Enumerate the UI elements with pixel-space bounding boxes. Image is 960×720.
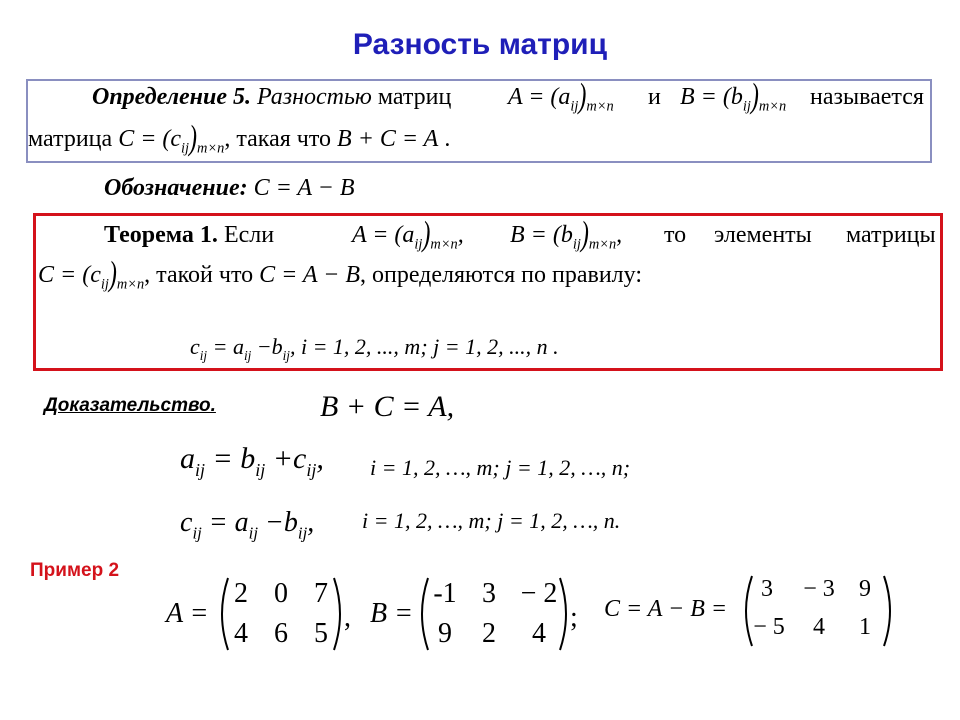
matrix-c-cell: − 3 [803,576,835,602]
line2-b: −b [258,507,298,538]
line2-a-sub: ij [248,523,258,543]
matrix-b-cell: -1 [433,578,457,609]
theorem-if: Если [223,222,275,248]
theorem-c-expr [38,255,145,294]
formula-indices: , i = 1, 2, ..., m; j = 1, 2, ..., n . [289,334,559,359]
theorem-b-sub: ij [572,236,581,253]
a-sub: ij [570,98,579,115]
c-expr-text: C = (c [118,126,182,152]
matrix-a-cell: 7 [314,578,328,609]
b-expr-text: B = (b [680,84,743,110]
matrix-c-label: C = A − B = [604,596,728,622]
matrix-c-cell: 3 [761,576,773,602]
theorem-a-sub: ij [414,236,423,253]
theorem-elements: элементы [714,222,812,248]
formula-a-sub: ij [243,347,252,363]
notation-label: Обозначение: [104,175,248,201]
formula-c: c [190,334,200,359]
theorem-line-2 [38,255,642,294]
c-size: m×n [197,140,225,157]
proof-line-2-indices: i = 1, 2, …, m; j = 1, 2, …, n. [362,508,621,533]
slide-title: Разность матриц [352,28,608,61]
definition-called: называется [810,84,924,110]
line1-c-sub: ij [306,460,317,481]
matrix-a-label: A = [166,598,209,629]
matrix-b-cell: 2 [482,618,496,649]
example-label: Пример 2 [30,560,120,581]
matrix-a-cell: 4 [234,618,248,649]
theorem-c-cond: C = A − B [259,262,360,288]
theorem-label-line [104,222,274,249]
theorem-a-paren: ) [422,215,431,254]
theorem-a-expr: $A = (a_{ij})_{m\times n}$, [352,215,464,254]
theorem-a-text: A = (a [352,222,415,248]
theorem-label: Теорема 1. [104,222,218,248]
matrix-b-label: B = [370,598,413,629]
line2-c-sub: ij [192,523,202,543]
formula-b: −b [251,334,283,359]
line1-b-sub: ij [255,460,266,481]
line2-a: = a [201,507,249,538]
notation-line [104,175,354,202]
matrix-b-cell: 4 [532,618,546,649]
theorem-such: , такой что [144,262,254,288]
matrix-b-sep: ; [570,602,578,633]
line2-end: , [307,507,315,538]
line1-a-sub: ij [195,460,206,481]
c-expr [118,119,225,158]
theorem-b-text: B = (b [510,222,573,248]
notation-expr: C = A − B [253,175,355,201]
proof-line-1 [180,442,324,481]
matrix-c-cell: 4 [813,614,825,640]
proof-line-1-indices: i = 1, 2, …, m; j = 1, 2, …, n; [370,455,631,480]
theorem-b-size: m×n [588,236,617,253]
theorem-c-size: m×n [116,276,145,293]
definition-b-expr [680,77,787,116]
theorem-matrices: матрицы [846,222,936,248]
matrix-a [214,574,348,654]
definition-term: Разностью [257,84,372,110]
b-close-paren: ) [750,77,759,116]
theorem-rule: , определяются по правилу: [360,262,642,288]
proof-line-2 [180,507,314,544]
theorem-b-paren: ) [580,215,589,254]
matrix-c-cell: − 5 [753,614,785,640]
line1-a: a [180,442,195,475]
definition-line-2: матрица $C = (c_{ij})_{m\times n}$, такая что B + C = A . [28,119,451,158]
theorem-b-expr: $B = (b_{ij})_{m\times n}$, [510,215,623,254]
a-size: m×n [586,98,614,115]
line1-b: = b [205,442,256,475]
matrix-a-cell: 6 [274,618,288,649]
matrix-b-cell: 3 [482,578,496,609]
proof-label: Доказательство. [44,395,216,416]
matrix-a-sep: , [344,602,351,633]
definition-text: матриц [377,84,452,110]
matrix-a-cell: 2 [234,578,248,609]
a-expr-text: A = (a [508,84,571,110]
definition-label: Определение 5. [92,84,251,110]
theorem-a-size: m×n [430,236,458,253]
formula-a: = a [207,334,244,359]
matrix-b-cell: 9 [438,618,452,649]
matrix-a-cell: 5 [314,618,328,649]
definition-and: и [648,84,661,110]
matrix-c-cell: 1 [859,614,871,640]
theorem-formula [190,334,559,364]
matrix-c [740,572,896,650]
formula-c-sub: ij [199,347,208,363]
b-size: m×n [758,98,787,115]
definition-condition: B + C = A [337,126,439,152]
theorem-then: то [664,222,687,248]
definition-a-expr [508,77,614,116]
such-that: , такая что [224,126,332,152]
matrix-b [416,574,572,654]
definition-line-1 [92,84,451,111]
matrix-word: матрица [28,126,113,152]
formula-b-sub: ij [282,347,290,363]
proof-line-0: B + C = A, [320,390,455,423]
theorem-c-paren: ) [108,255,117,294]
line1-end: , [316,442,324,475]
matrix-b-cell: − 2 [520,578,558,609]
b-sub: ij [742,98,751,115]
c-close-paren: ) [189,119,198,158]
a-close-paren: ) [578,77,587,116]
matrix-a-cell: 0 [274,578,288,609]
line1-c: +c [265,442,307,475]
matrix-c-cell: 9 [859,576,871,602]
theorem-c-sub: ij [100,276,109,293]
line2-c: c [180,507,193,538]
line2-b-sub: ij [297,523,308,543]
c-sub: ij [181,140,190,157]
theorem-c-text: C = (c [38,262,101,288]
